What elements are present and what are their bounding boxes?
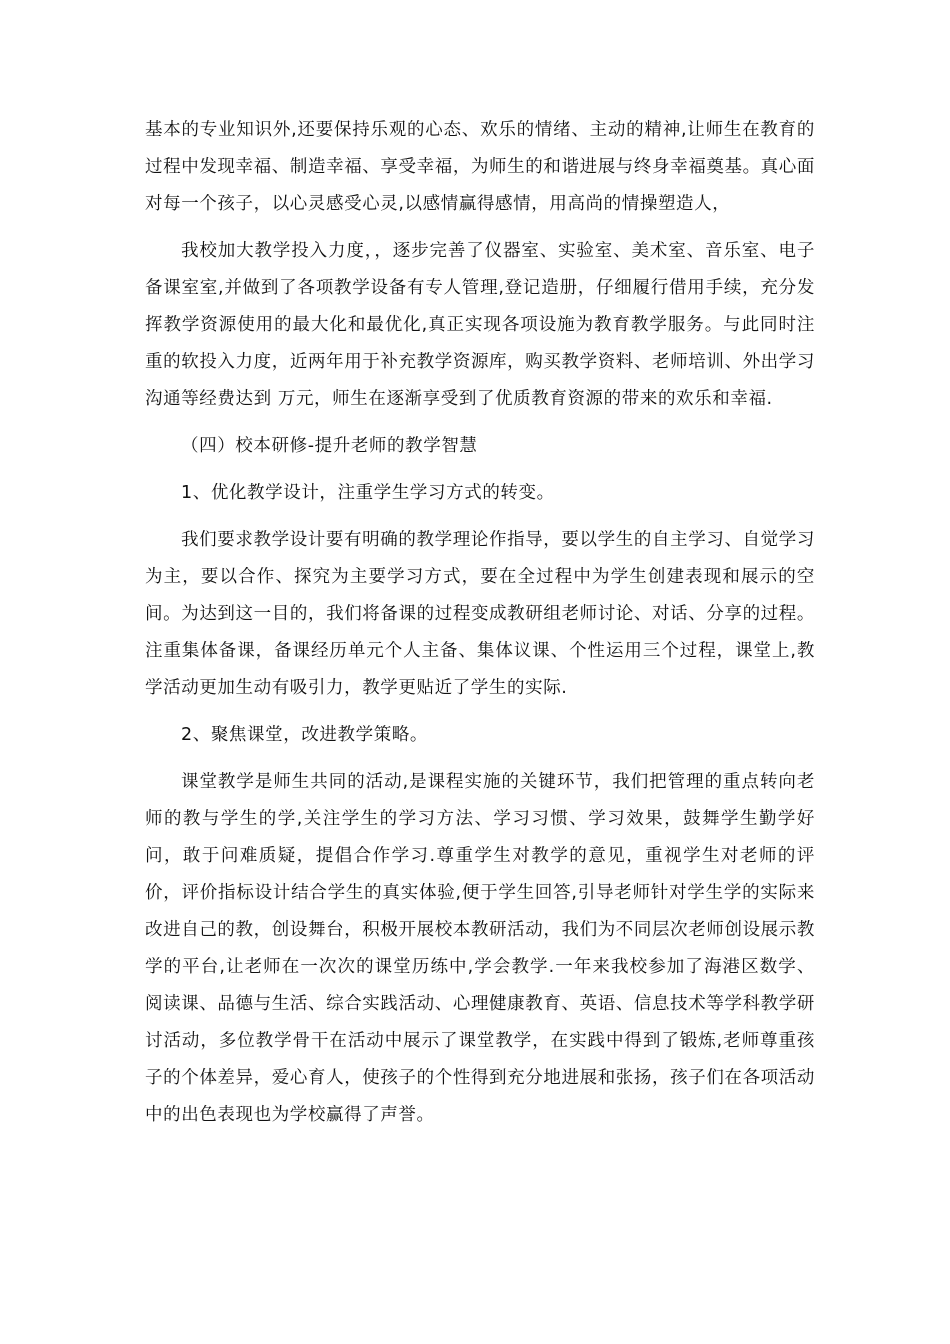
paragraph-continuation: 基本的专业知识外,还要保持乐观的心态、欢乐的情绪、主动的精神,让师生在教育的过程中发现幸福、制造幸福、享受幸福，为师生的和谐进展与终身幸福奠基。真心面对每一个孩子，以心灵感受心灵,以感情赢得感情，用高尚的情操塑造人， <box>145 120 815 214</box>
paragraph-classroom-teaching: 课堂教学是师生共同的活动,是课程实施的关键环节，我们把管理的重点转向老师的教与学生的学,关注学生的学习方法、学习习惯、学习效果，鼓舞学生勤学好问，敢于问难质疑，提倡合作学习.尊重学生对教学的意见，重视学生对老师的评价，评价指标设计结合学生的真实体验,便于学生回答,引导老师针对学生学的实际来改进自己的教，创设舞台，积极开展校本教研活动，我们为不同层次老师创设展示教学的平台,让老师在一次次的课堂历练中,学会教学.一年来我校参加了海港区数学、阅读课、品德与生活、综合实践活动、心理健康教育、英语、信息技术等学科教学研讨活动，多位教学骨干在活动中展示了课堂教学，在实践中得到了锻炼,老师尊重孩子的个体差异，爱心育人，使孩子的个性得到充分地进展和张扬，孩子们在各项活动中的出色表现也为学校赢得了声誉。 <box>145 772 815 1125</box>
document-body <box>145 112 815 1144</box>
section-heading-school-research: （四）校本研修-提升老师的教学智慧 <box>181 436 478 456</box>
subheading-optimize-design: 1、优化教学设计，注重学生学习方式的转变。 <box>181 483 555 503</box>
paragraph-teaching-design: 我们要求教学设计要有明确的教学理论作指导，要以学生的自主学习、自觉学习为主，要以合作、探究为主要学习方式，要在全过程中为学生创建表现和展示的空间。为达到这一目的，我们将备课的过程变成教研组老师讨论、对话、分享的过程。注重集体备课，备课经历单元个人主备、集体议课、个性运用三个过程，课堂上,教学活动更加生动有吸引力，教学更贴近了学生的实际. <box>145 530 815 698</box>
subheading-focus-classroom: 2、聚焦课堂，改进教学策略。 <box>181 725 429 745</box>
paragraph-investment: 我校加大教学投入力度，，逐步完善了仪器室、实验室、美术室、音乐室、电子备课室室,并做到了各项教学设备有专人管理,登记造册，仔细履行借用手续，充分发挥教学资源使用的最大化和最优化,真正实现各项设施为教育教学服务。与此同时注重的软投入力度，近两年用于补充教学资源库，购买教学资料、老师培训、外出学习沟通等经费达到 万元，师生在逐渐享受到了优质教育资源的带来的欢乐和幸福. <box>145 241 815 409</box>
